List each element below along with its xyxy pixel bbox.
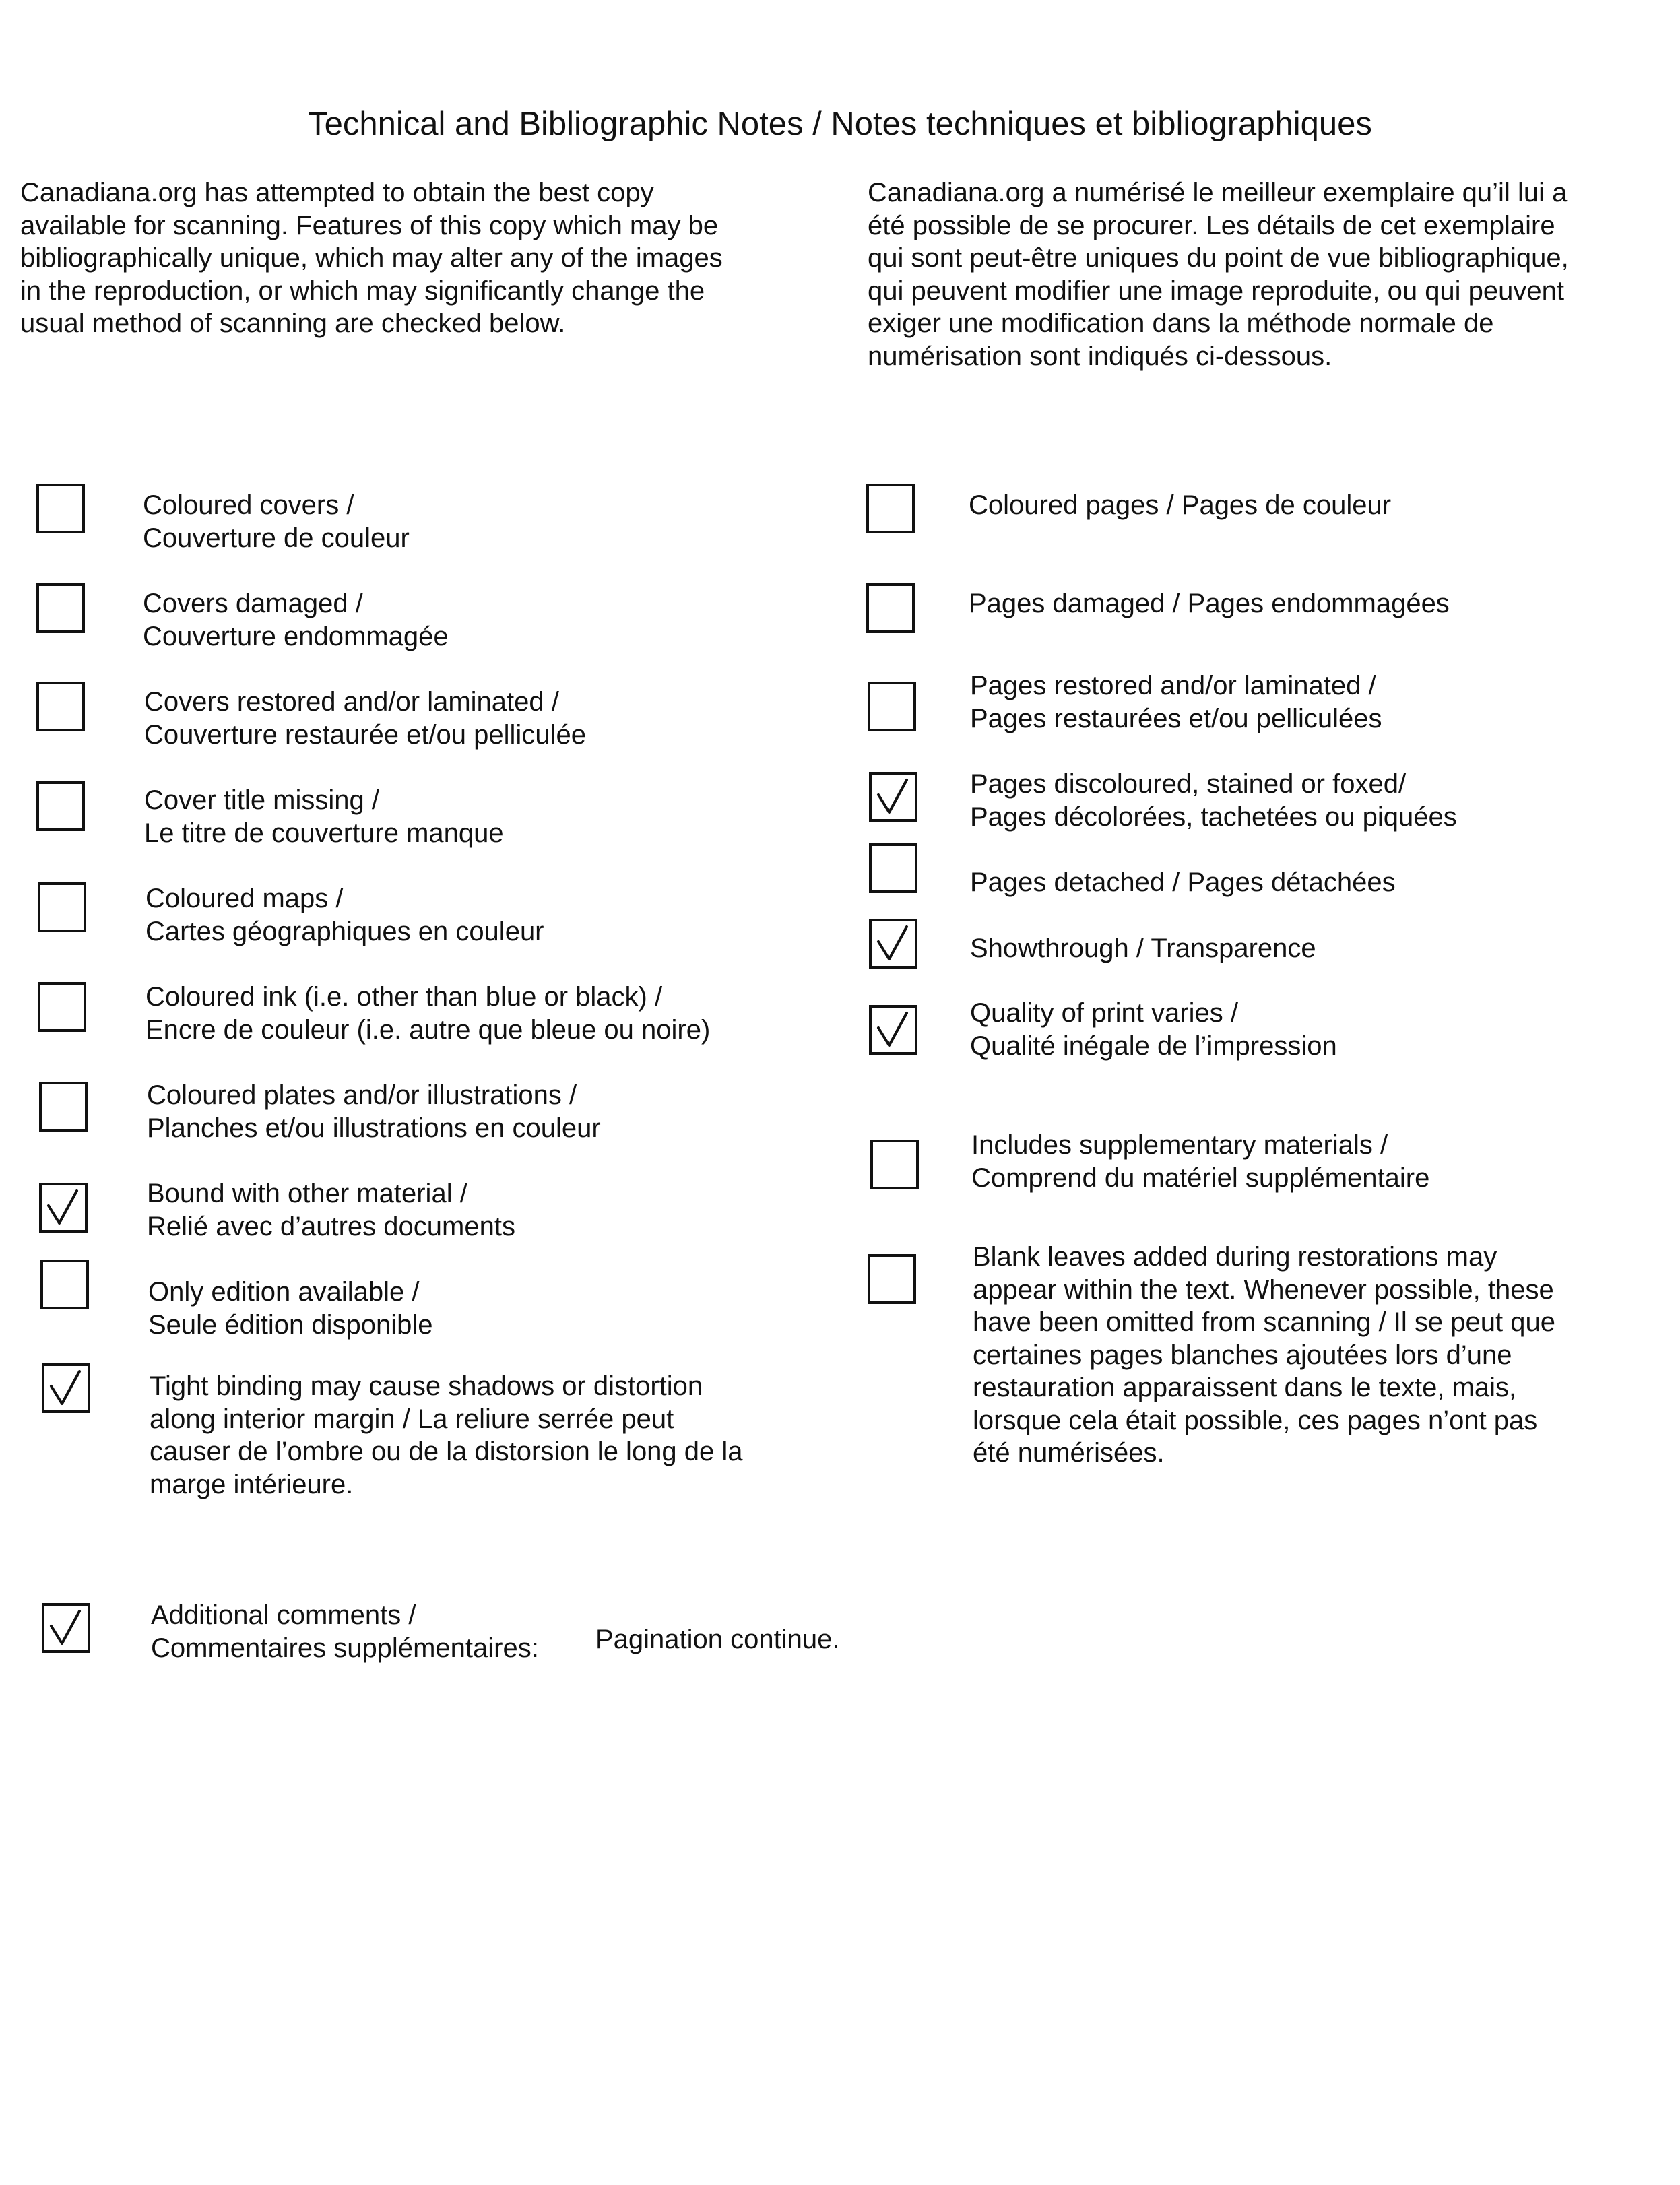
label-blank-leaves: Blank leaves added during restorations may appear within the text. Whenever possible, these have been omitted from scanning / Il se peut que certaines pages blanches ajoutées lors d’une restauration apparaissent dans le texte, mais, lorsque cela était possible, ces pages n’ont pas été numérisées. (973, 1242, 1555, 1468)
checkmark-icon (873, 923, 913, 965)
label-covers-restored: Covers restored and/or laminated / Couverture restaurée et/ou pelliculée (144, 687, 586, 750)
checkmark-icon (46, 1367, 86, 1409)
checkmark-icon (873, 1009, 913, 1051)
checkbox-supplementary-materials[interactable] (870, 1140, 919, 1189)
checkbox-coloured-plates[interactable] (39, 1082, 88, 1132)
label-coloured-plates: Coloured plates and/or illustrations / Planches et/ou illustrations en couleur (147, 1080, 601, 1143)
checkmark-icon (43, 1187, 84, 1229)
checkbox-bound-with-other-material[interactable] (39, 1183, 88, 1233)
checkbox-cover-title-missing[interactable] (36, 781, 85, 831)
intro-english: Canadiana.org has attempted to obtain the best copy available for scanning. Features of this copy which may be bibliographically unique, which may alter any of the images in the reproduction, or which may significantly change the usual method of scanning are checked below. (20, 178, 723, 338)
label-only-edition-available: Only edition available / Seule édition disponible (148, 1277, 433, 1340)
checkbox-pages-restored[interactable] (868, 682, 916, 731)
checkbox-only-edition-available[interactable] (40, 1260, 89, 1309)
label-pages-discoloured: Pages discoloured, stained or foxed/ Pages décolorées, tachetées ou piquées (970, 769, 1457, 832)
checkbox-showthrough[interactable] (869, 919, 917, 969)
label-covers-damaged: Covers damaged / Couverture endommagée (143, 589, 449, 651)
label-coloured-pages: Coloured pages / Pages de couleur (969, 490, 1392, 520)
label-pages-damaged: Pages damaged / Pages endommagées (969, 589, 1450, 618)
checkbox-coloured-maps[interactable] (38, 882, 86, 932)
page-title: Technical and Bibliographic Notes / Notes techniques et bibliographiques (308, 106, 1372, 142)
label-additional-comments: Additional comments / Commentaires supplémentaires: (151, 1600, 539, 1663)
checkbox-coloured-covers[interactable] (36, 484, 85, 533)
checkbox-additional-comments[interactable] (42, 1603, 90, 1653)
label-tight-binding: Tight binding may cause shadows or distortion along interior margin / La reliure serrée peut causer de l’ombre ou de la distorsion le long de la marge intérieure. (150, 1371, 743, 1499)
checkmark-icon (46, 1607, 86, 1649)
checkbox-covers-damaged[interactable] (36, 583, 85, 633)
checkbox-pages-damaged[interactable] (866, 583, 915, 633)
label-showthrough: Showthrough / Transparence (970, 934, 1316, 963)
label-pages-restored: Pages restored and/or laminated / Pages restaurées et/ou pelliculées (970, 671, 1382, 733)
checkbox-coloured-ink[interactable] (38, 982, 86, 1032)
checkbox-tight-binding[interactable] (42, 1363, 90, 1413)
checkbox-covers-restored[interactable] (36, 682, 85, 731)
label-coloured-maps: Coloured maps / Cartes géographiques en couleur (146, 884, 544, 946)
checkbox-quality-of-print[interactable] (869, 1005, 917, 1055)
checkbox-pages-detached[interactable] (869, 843, 917, 893)
label-bound-with-other-material: Bound with other material / Relié avec d’autres documents (147, 1179, 515, 1241)
checkbox-coloured-pages[interactable] (866, 484, 915, 533)
intro-french: Canadiana.org a numérisé le meilleur exemplaire qu’il lui a été possible de se procurer. Les détails de cet exemplaire qui sont peut-être uniques du point de vue bibliographique, qui peuvent modifier une image reproduite, ou qui peuvent exiger une modification dans la méthode normale de numérisation sont indiqués ci-dessous. (868, 178, 1569, 371)
checkbox-pages-discoloured[interactable] (869, 772, 917, 822)
label-coloured-covers: Coloured covers / Couverture de couleur (143, 490, 410, 553)
label-pages-detached: Pages detached / Pages détachées (970, 868, 1396, 897)
checkmark-icon (873, 776, 913, 818)
label-coloured-ink: Coloured ink (i.e. other than blue or black) / Encre de couleur (i.e. autre que bleue ou noire) (146, 982, 711, 1045)
checkbox-blank-leaves[interactable] (868, 1254, 916, 1304)
label-supplementary-materials: Includes supplementary materials / Comprend du matériel supplémentaire (971, 1130, 1430, 1193)
label-quality-of-print: Quality of print varies / Qualité inégale de l’impression (970, 998, 1337, 1061)
label-cover-title-missing: Cover title missing / Le titre de couverture manque (144, 785, 504, 848)
additional-comments-value: Pagination continue. (595, 1625, 840, 1654)
